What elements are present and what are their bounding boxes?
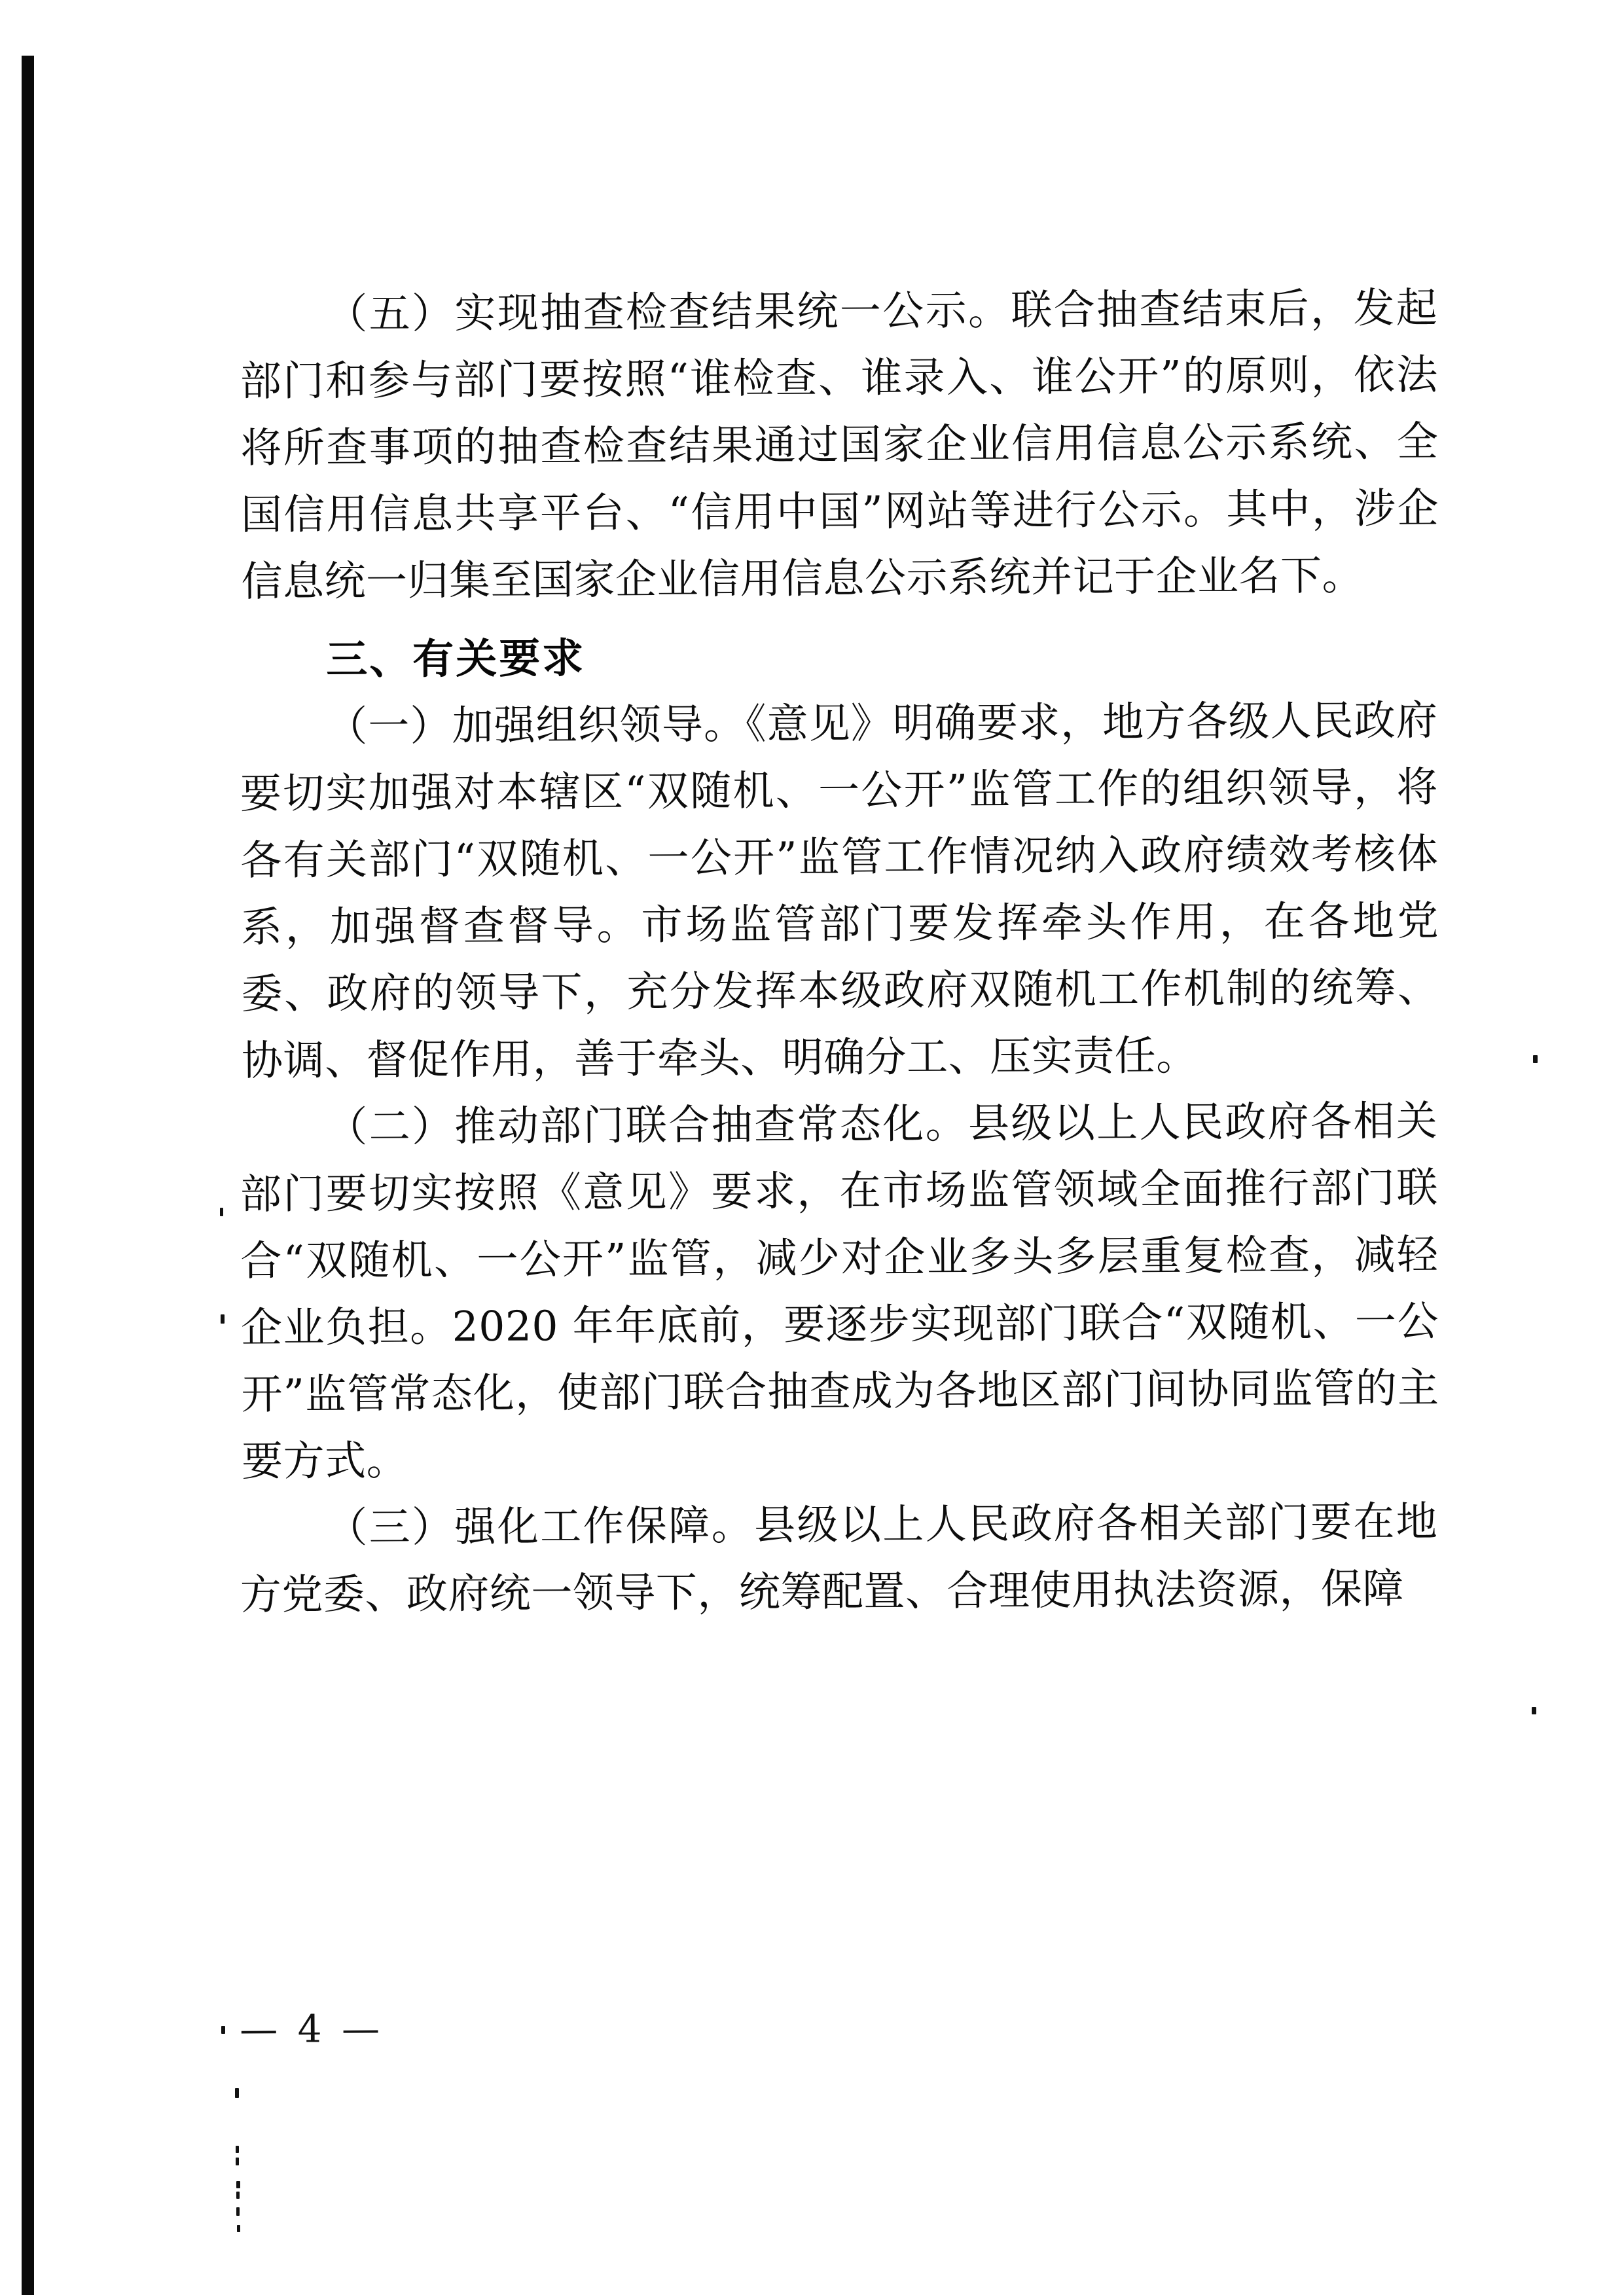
scan-speckle xyxy=(1532,1707,1536,1714)
paragraph-requirement-two: （二）推动部门联合抽查常态化。县级以上人民政府各相关部门要切实按照《意见》要求，在市场监管领域全面推行部门联合“双随机、一公开”监管，减少对企业多头多层重复检查，减轻企业负担。2020 年年底前，要逐步实现部门联合“双随机、一公开”监管常态化，使部门联合抽查成为各地区部门间协同监管的主要方式。 xyxy=(240,1096,1439,1485)
paragraph-requirement-one: （一）加强组织领导。《意见》明确要求，地方各级人民政府要切实加强对本辖区“双随机、一公开”监管工作的组织领导，将各有关部门“双随机、一公开”监管工作情况纳入政府绩效考核体系，加强督查督导。市场监管部门要发挥牵头作用，在各地党委、政府的领导下，充分发挥本级政府双随机工作机制的统筹、协调、督促作用，善于牵头、明确分工、压实责任。 xyxy=(240,696,1439,1085)
scan-speckle xyxy=(221,1314,225,1324)
scan-speckle xyxy=(236,2181,240,2188)
scan-speckle xyxy=(235,2088,239,2098)
paragraph-requirement-three: （三）强化工作保障。县级以上人民政府各相关部门要在地方党委、政府统一领导下，统筹配置、合理使用执法资源，保障 xyxy=(240,1497,1438,1619)
scan-speckle xyxy=(1533,1055,1538,1063)
scan-speckle xyxy=(236,2146,239,2153)
scan-speckle xyxy=(236,2192,240,2199)
page-number: — 4 — xyxy=(240,2006,384,2051)
scan-speckle xyxy=(220,1208,223,1216)
scanner-edge-artifact xyxy=(22,56,34,2295)
scan-speckle xyxy=(237,2225,240,2232)
scan-speckle xyxy=(236,2207,240,2216)
scan-speckle xyxy=(236,2158,239,2165)
scan-speckle xyxy=(221,2026,225,2034)
document-body xyxy=(240,281,1437,1629)
section-heading-three: 三、有关要求 xyxy=(326,634,586,684)
paragraph-item-five: （五）实现抽查检查结果统一公示。联合抽查结束后，发起部门和参与部门要按照“谁检查、谁录入、谁公开”的原则，依法将所查事项的抽查检查结果通过国家企业信用信息公示系统、全国信用信息共享平台、“信用中国”网站等进行公示。其中，涉企信息统一归集至国家企业信用信息公示系统并记于企业名下。 xyxy=(240,283,1439,605)
